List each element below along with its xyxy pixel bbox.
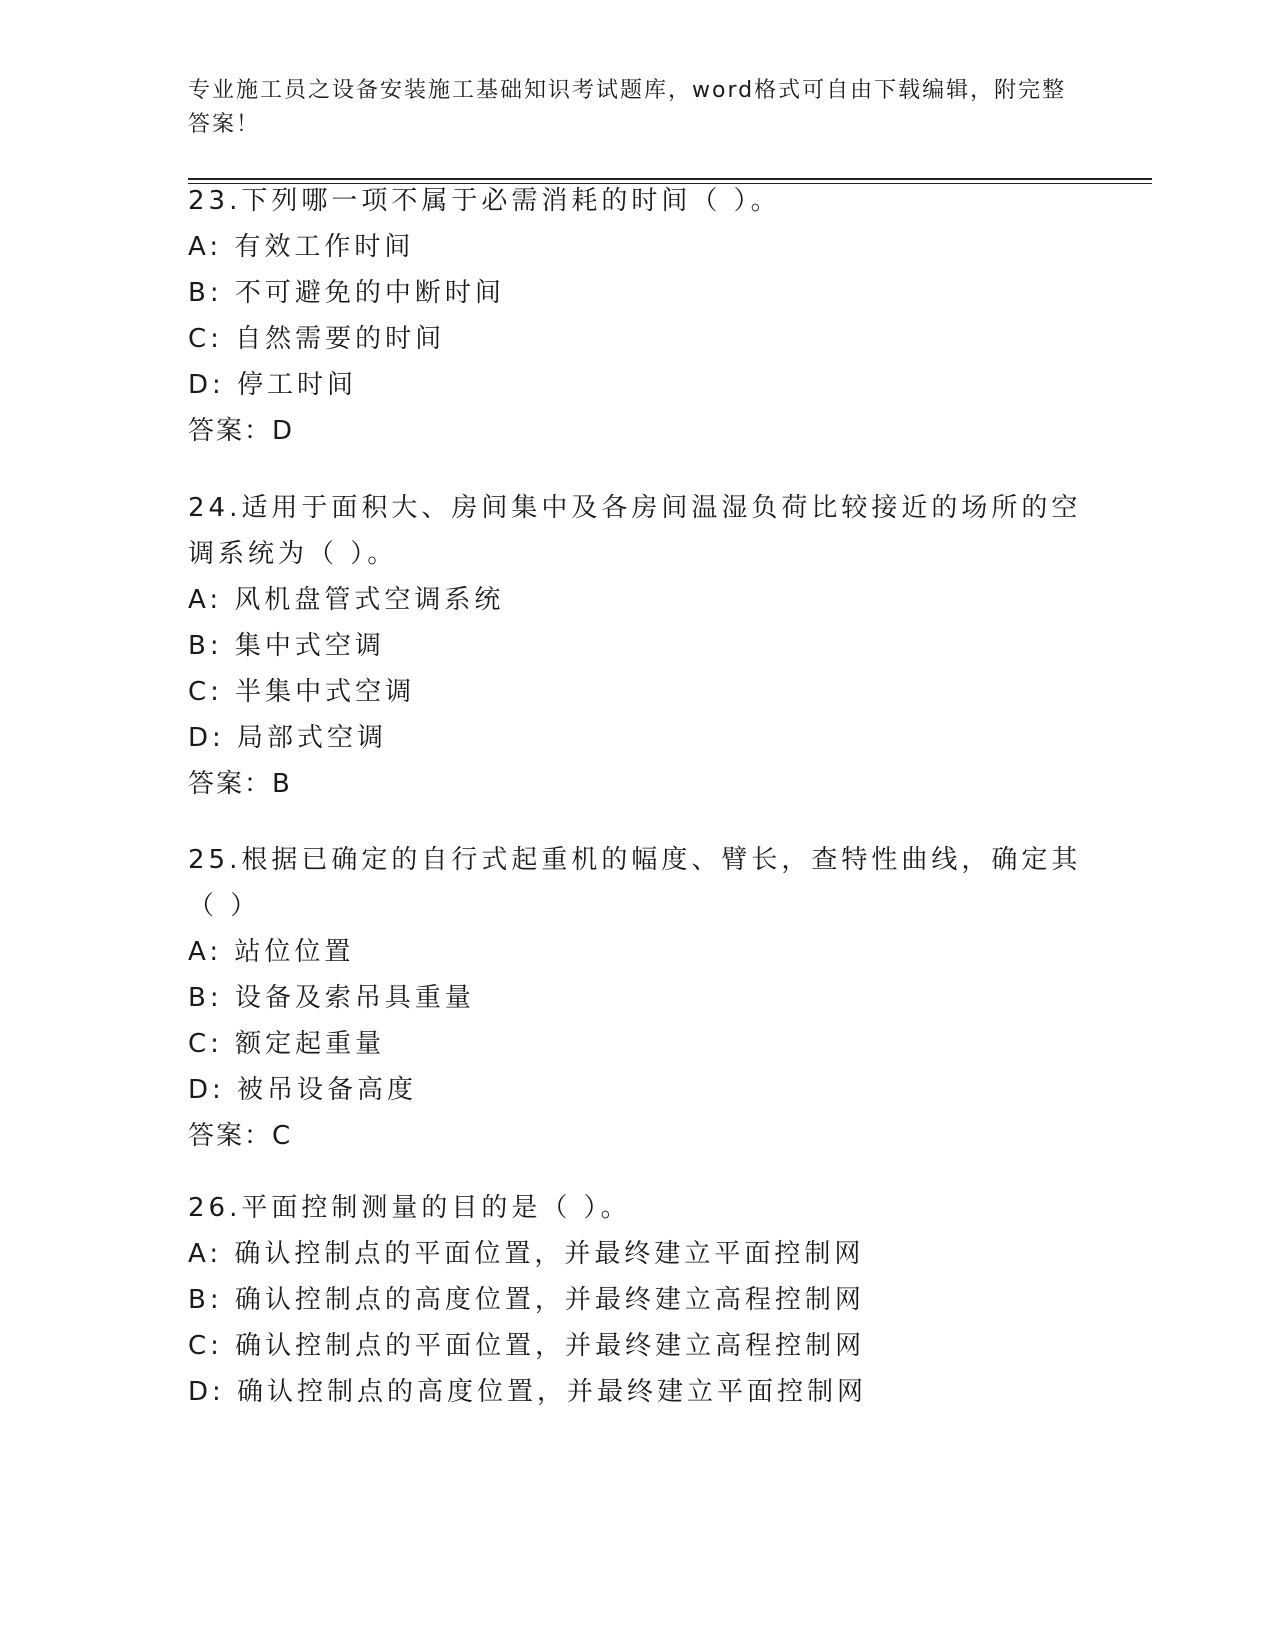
option-d: D: 确认控制点的高度位置，并最终建立平面控制网 [188, 1377, 868, 1407]
option-c: C: 额定起重量 [188, 1029, 386, 1059]
option-a: A: 有效工作时间 [188, 232, 415, 262]
question-stem: 23.下列哪一项不属于必需消耗的时间（ ）。 [188, 186, 781, 216]
question-stem: 26.平面控制测量的目的是（ ）。 [188, 1193, 631, 1223]
question-25 [188, 837, 1088, 1159]
option-c: C: 确认控制点的平面位置，并最终建立高程控制网 [188, 1331, 866, 1361]
document-header: 专业施工员之设备安装施工基础知识考试题库，word格式可自由下载编辑，附完整答案！ [188, 78, 1067, 137]
answer: 答案：B [188, 769, 292, 799]
option-d: D: 被吊设备高度 [188, 1075, 418, 1105]
answer: 答案：C [188, 1121, 293, 1151]
option-b: B: 设备及索吊具重量 [188, 983, 475, 1013]
option-d: D: 停工时间 [188, 370, 358, 400]
option-c: C: 半集中式空调 [188, 677, 416, 707]
option-b: B: 确认控制点的高度位置，并最终建立高程控制网 [188, 1285, 865, 1315]
option-a: A: 风机盘管式空调系统 [188, 585, 505, 615]
option-b: B: 集中式空调 [188, 631, 385, 661]
answer: 答案：D [188, 416, 295, 446]
question-23 [188, 178, 1088, 454]
question-24 [188, 485, 1088, 807]
option-c: C: 自然需要的时间 [188, 324, 446, 354]
option-d: D: 局部式空调 [188, 723, 388, 753]
question-stem: 24.适用于面积大、房间集中及各房间温湿负荷比较接近的场所的空调系统为（ ）。 [188, 493, 1082, 569]
option-a: A: 站位位置 [188, 937, 355, 967]
question-26 [188, 1185, 1088, 1415]
question-stem: 25.根据已确定的自行式起重机的幅度、臂长，查特性曲线，确定其（ ） [188, 845, 1082, 921]
option-b: B: 不可避免的中断时间 [188, 278, 505, 308]
option-a: A: 确认控制点的平面位置，并最终建立平面控制网 [188, 1239, 865, 1269]
